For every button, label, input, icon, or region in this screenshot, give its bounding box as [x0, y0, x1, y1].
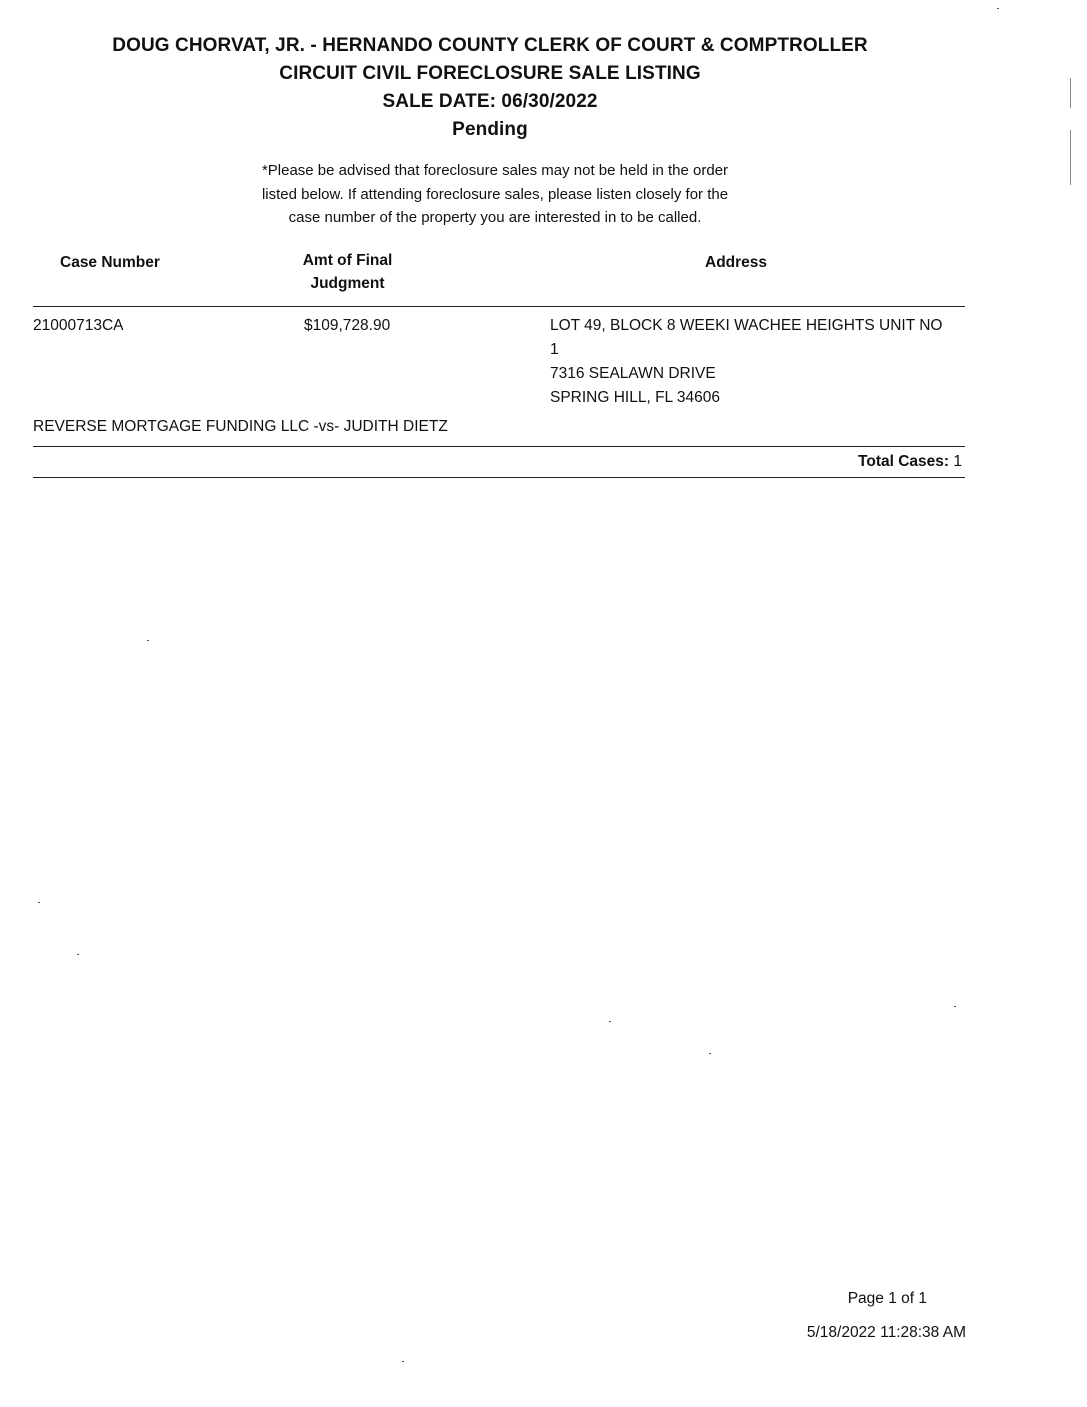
notice-line-1: *Please be advised that foreclosure sales may not be held in the order: [261, 162, 729, 179]
total-divider: [33, 477, 965, 478]
scan-speck: [38, 902, 40, 903]
scan-speck: [147, 640, 149, 641]
address-line-1: LOT 49, BLOCK 8 WEEKI WACHEE HEIGHTS UNIT NO: [550, 317, 943, 334]
sale-date: SALE DATE: 06/30/2022: [382, 91, 598, 112]
address-cell: [550, 314, 970, 410]
scan-edge-mark: [1070, 130, 1071, 185]
total-cases-label: Total Cases:: [858, 453, 950, 470]
scan-speck: [77, 954, 79, 955]
print-timestamp: 5/18/2022 11:28:38 AM: [806, 1324, 966, 1341]
sale-order-notice: [0, 159, 990, 230]
scan-edge-mark: [1070, 78, 1071, 108]
address-line-3: 7316 SEALAWN DRIVE: [550, 365, 716, 382]
amount-header-line-1: Amt of Final: [302, 252, 393, 269]
header-divider: [33, 306, 965, 307]
amount-header: [270, 249, 425, 295]
scan-speck: [402, 1361, 404, 1362]
total-cases: [700, 450, 962, 474]
scan-speck: [709, 1053, 711, 1054]
scan-speck: [954, 1006, 956, 1007]
clerk-title: DOUG CHORVAT, JR. - HERNANDO COUNTY CLERK OF COURT & COMPTROLLER: [112, 35, 868, 56]
address-header: Address: [705, 254, 768, 271]
amount-header-line-2: Judgment: [310, 275, 385, 292]
amount-cell: $109,728.90: [304, 317, 391, 334]
parties-cell: REVERSE MORTGAGE FUNDING LLC -vs- JUDITH DIETZ: [33, 418, 448, 435]
notice-line-2: listed below. If attending foreclosure sales, please listen closely for the: [261, 185, 729, 203]
notice-line-3: case number of the property you are interested in to be called.: [288, 209, 702, 226]
scan-speck: [609, 1021, 611, 1022]
total-cases-value: 1: [953, 453, 962, 470]
scan-speck: [997, 8, 999, 9]
row-divider: [33, 446, 965, 447]
listing-title: CIRCUIT CIVIL FORECLOSURE SALE LISTING: [279, 63, 701, 84]
case-number-cell: 21000713CA: [33, 317, 124, 334]
address-line-2: 1: [550, 341, 559, 358]
page-number: Page 1 of 1: [847, 1290, 927, 1307]
address-line-4: SPRING HILL, FL 34606: [550, 389, 721, 406]
case-number-header: Case Number: [60, 254, 160, 271]
status-label: Pending: [452, 119, 528, 140]
